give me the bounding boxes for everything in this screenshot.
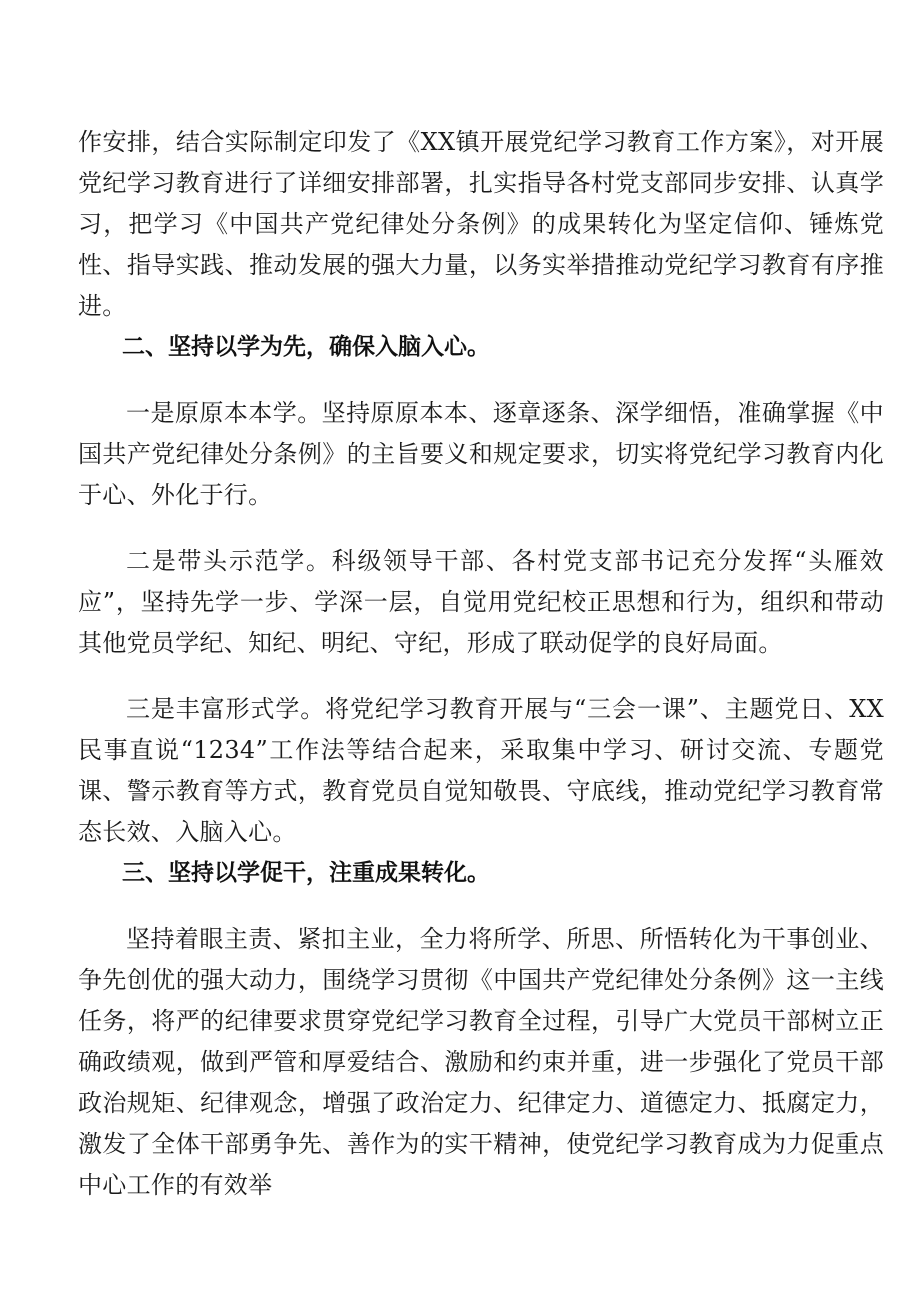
paragraph-continued: 作安排，结合实际制定印发了《XX镇开展党纪学习教育工作方案》，对开展党纪学习教育进行了详细安排部署，扎实指导各村党支部同步安排、认真学习，把学习《中国共产党纪律处分条例》的成果转化为坚定信仰、锤炼党性、指导实践、推动发展的强大力量，以务实举措推动党纪学习教育有序推进。 xyxy=(78,128,884,320)
document-body xyxy=(78,122,884,1206)
paragraph-lead-by-example: 二是带头示范学。科级领导干部、各村党支部书记充分发挥“头雁效应”，坚持先学一步、学深一层，自觉用党纪校正思想和行为，组织和带动其他党员学纪、知纪、明纪、守纪，形成了联动促学的良好局面。 xyxy=(78,547,884,657)
paragraph-study-original: 一是原原本本学。坚持原原本本、逐章逐条、深学细悟，准确掌握《中国共产党纪律处分条例》的主旨要义和规定要求，切实将党纪学习教育内化于心、外化于行。 xyxy=(78,399,884,509)
paragraph-results-transformation: 坚持着眼主责、紧扣主业，全力将所学、所思、所悟转化为干事创业、争先创优的强大动力，围绕学习贯彻《中国共产党纪律处分条例》这一主线任务，将严的纪律要求贯穿党纪学习教育全过程，引导广大党员干部树立正确政绩观，做到严管和厚爱结合、激励和约束并重，进一步强化了党员干部政治规矩、纪律观念，增强了政治定力、纪律定力、道德定力、抵腐定力，激发了全体干部勇争先、善作为的实干精神，使党纪学习教育成为力促重点中心工作的有效举 xyxy=(78,925,884,1199)
section-heading-3: 三、坚持以学促干，注重成果转化。 xyxy=(122,860,490,886)
paragraph-rich-forms: 三是丰富形式学。将党纪学习教育开展与“三会一课”、主题党日、XX民事直说“1234”工作法等结合起来，采取集中学习、研讨交流、专题党课、警示教育等方式，教育党员自觉知敬畏、守底线，推动党纪学习教育常态长效、入脑入心。 xyxy=(78,695,884,846)
section-heading-2: 二、坚持以学为先，确保入脑入心。 xyxy=(122,334,490,360)
